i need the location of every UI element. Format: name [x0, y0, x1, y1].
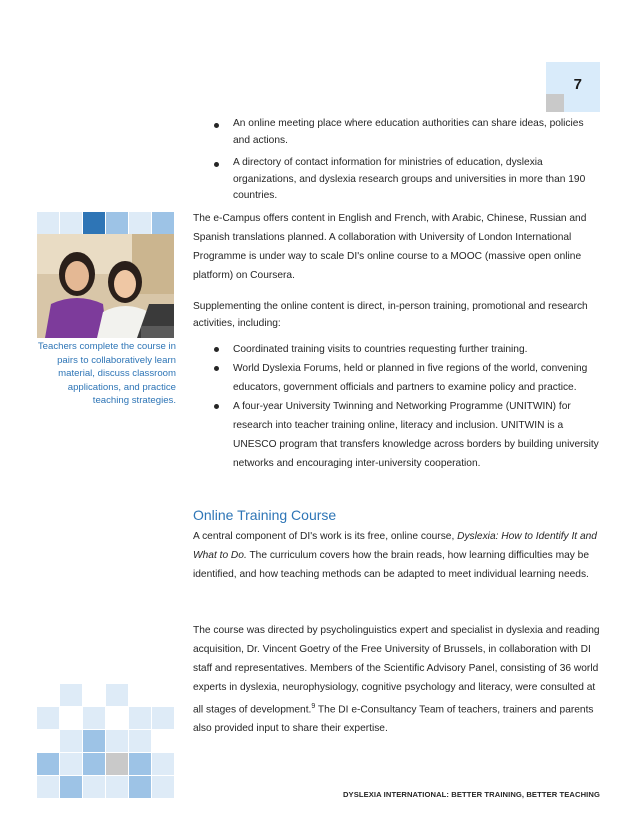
teachers-photo	[37, 234, 174, 338]
list-item: A directory of contact information for ministries of education, dyslexia organizations, and dyslexia research groups and universities in more than 190 countries.	[193, 155, 601, 205]
list-item: A four-year University Twinning and Networking Programme (UNITWIN) for research into teacher training online, literacy and inclusion. UNITWIN is a UNESCO program that transfers knowledge across borders by building university networks and encouraging inter-university cooperation.	[193, 397, 601, 473]
directed-paragraph: The course was directed by psycholinguistics expert and specialist in dyslexia and reading acquisition, Dr. Vincent Goetry of the Free University of Brussels, in collaboration with DI staff and representatives. Members of the Scientific Advisory Panel, consisting of 36 world experts in dyslexia, neurophysiology, cognitive psychology and literacy, were consulted at all stages of development.$^9$ The DI e-Consultancy Team of teachers, trainers and parents also provided input to share their expertise.	[193, 625, 600, 735]
list-item: An online meeting place where education authorities can share ideas, policies and actions.	[193, 116, 601, 149]
top-bullet-list	[193, 116, 601, 205]
teachers-photo-illustration	[37, 234, 174, 338]
course-title: Dyslexia: How to Identify It and What to Do.	[193, 531, 597, 561]
top-bullet-list-container	[193, 116, 601, 205]
ecampus-paragraph-container	[193, 209, 601, 285]
supplementing-paragraph-container	[193, 299, 601, 332]
directed-paragraph-container	[193, 621, 601, 738]
section-heading: Online Training Course	[193, 507, 337, 523]
page-tab-accent	[546, 94, 564, 112]
page-footer: DYSLEXIA INTERNATIONAL: BETTER TRAINING, BETTER TEACHING	[342, 790, 600, 799]
photo-caption: Teachers complete the course in pairs to collaboratively learn material, discuss classroom applications, and practice teaching strategies.	[37, 341, 176, 406]
mid-bullet-list	[193, 340, 601, 473]
list-item: Coordinated training visits to countries requesting further training.	[193, 340, 601, 359]
footnote-marker: 9	[311, 703, 316, 710]
course-paragraph-container	[193, 527, 601, 584]
ecampus-paragraph: The e-Campus offers content in English and French, with Arabic, Chinese, Russian and Spanish translations planned. A collaboration with University of London International Programme is under way to scale DI's online course to a MOOC (massive open online platform) on Coursera.	[193, 213, 587, 281]
mid-bullet-list-container	[193, 340, 601, 473]
course-paragraph: A central component of DI's work is its free, online course, Dyslexia: How to Identify It and What to Do. The curriculum covers how the brain reads, how learning difficulties may be identified, and how teaching methods can be adapted to meet individual learning needs.	[193, 531, 597, 580]
list-item: World Dyslexia Forums, held or planned in five regions of the world, convening educators, government officials and partners to examine policy and practice.	[193, 359, 601, 397]
supplementing-paragraph: Supplementing the online content is direct, in-person training, promotional and research activities, including:	[193, 301, 588, 329]
page-number: 7	[573, 76, 582, 93]
